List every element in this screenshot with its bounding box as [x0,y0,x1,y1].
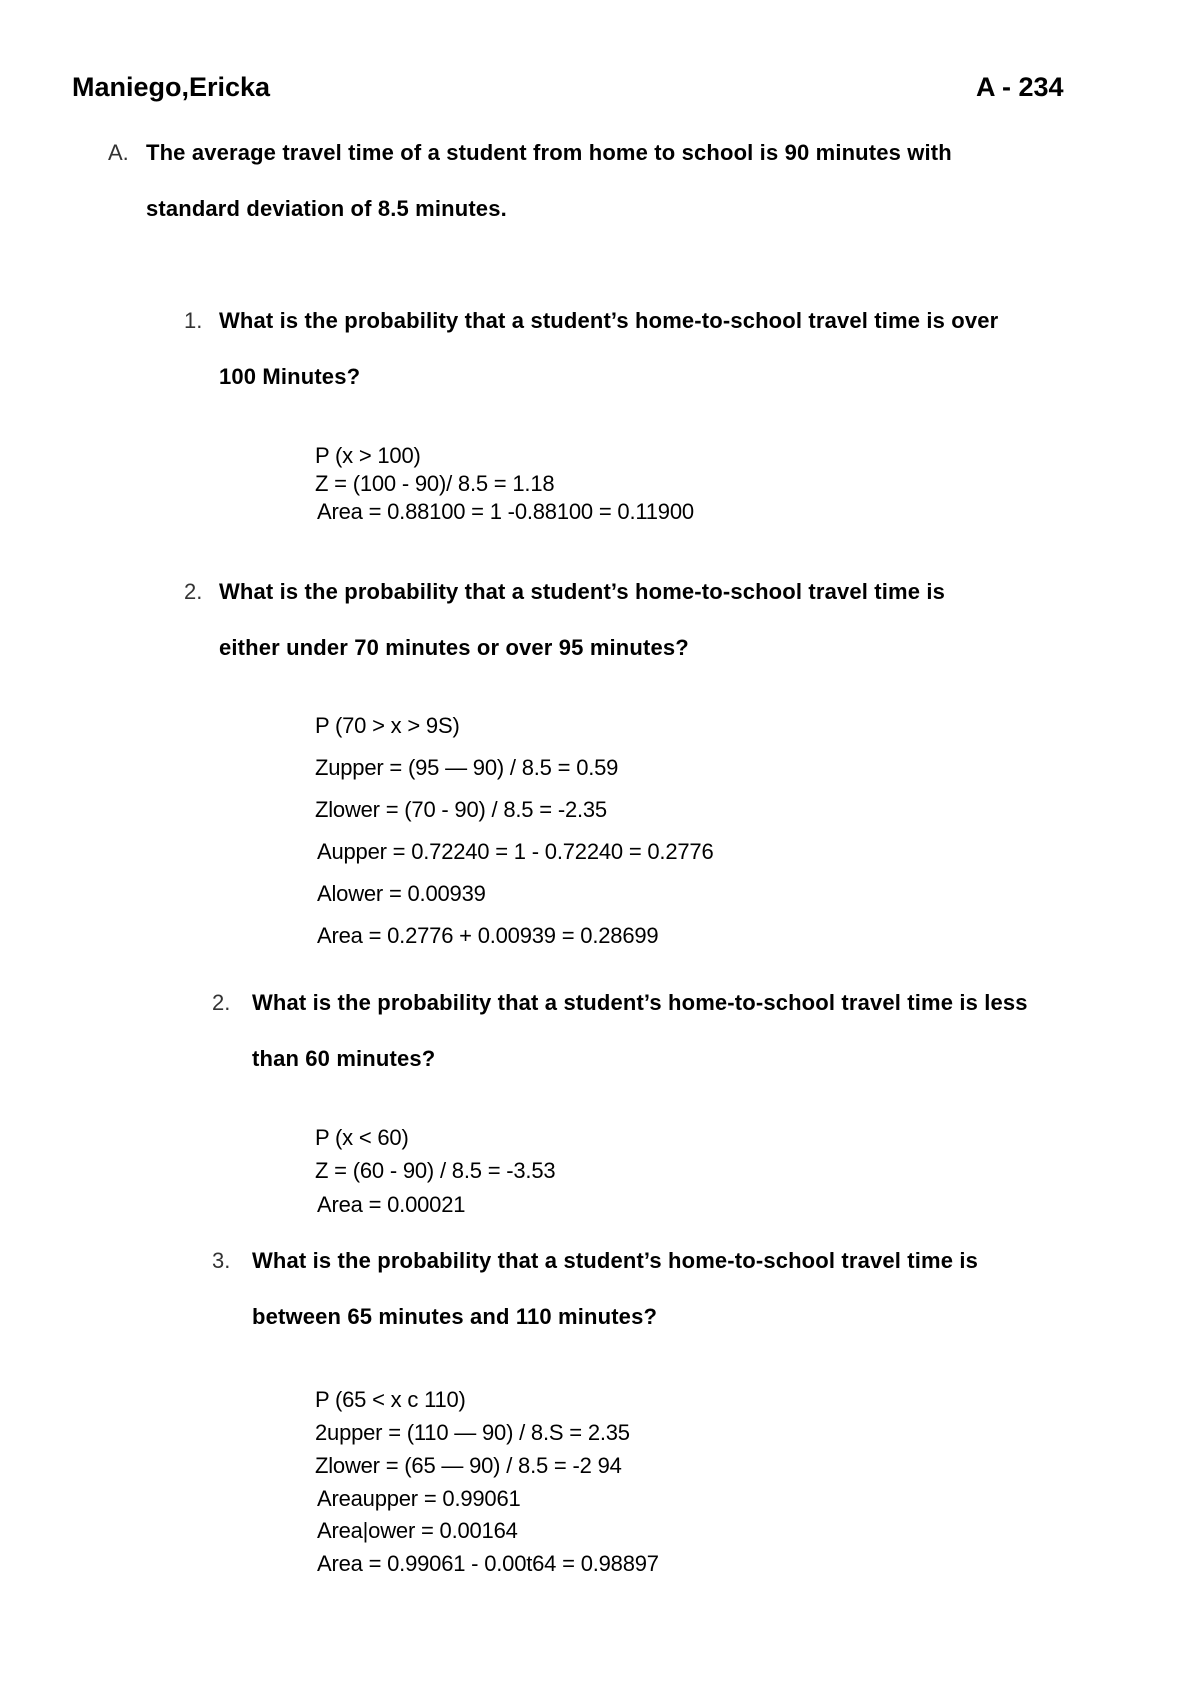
question-3-line-2: than 60 minutes? [252,1046,436,1071]
question-4-line-1: What is the probability that a student’s home-to-school travel time is [252,1248,978,1273]
question-4-work-line: Areaupper = 0.99061 [317,1486,521,1511]
question-4-work-line: Zlower = (65 — 90) / 8.5 = -2 94 [315,1453,622,1478]
question-2-work-line: Aupper = 0.72240 = 1 - 0.72240 = 0.2776 [317,839,714,864]
intro-marker: A. [108,140,129,165]
question-3-work-line: Area = 0.00021 [317,1192,466,1217]
question-2-work-line: Area = 0.2776 + 0.00939 = 0.28699 [317,923,659,948]
question-1-work-line: Area = 0.88100 = 1 -0.88100 = 0.11900 [317,499,694,524]
question-1-work-line: P (x > 100) [315,443,421,468]
question-4-work-line: Area|ower = 0.00164 [317,1518,518,1543]
intro-line-2: standard deviation of 8.5 minutes. [146,196,507,221]
question-1-marker: 1. [184,308,203,333]
question-2-work-line: Zlower = (70 - 90) / 8.5 = -2.35 [315,797,607,822]
question-4-marker: 3. [212,1248,231,1273]
question-4-work-line: P (65 < x c 110) [315,1387,466,1412]
question-2-line-1: What is the probability that a student’s home-to-school travel time is [219,579,945,604]
question-1-line-2: 100 Minutes? [219,364,361,389]
question-2-work-line: Zupper = (95 — 90) / 8.5 = 0.59 [315,755,619,780]
question-2-marker: 2. [184,579,203,604]
question-2-work-line: P (70 > x > 9S) [315,713,460,738]
question-1-work-line: Z = (100 - 90)/ 8.5 = 1.18 [315,471,555,496]
question-1-line-1: What is the probability that a student’s home-to-school travel time is over [219,308,999,333]
student-name: Maniego,Ericka [72,72,271,102]
question-3-work-line: Z = (60 - 90) / 8.5 = -3.53 [315,1158,556,1183]
question-4-line-2: between 65 minutes and 110 minutes? [252,1304,658,1329]
question-3-work-line: P (x < 60) [315,1125,409,1150]
question-2-work-line: Alower = 0.00939 [317,881,486,906]
question-4-work-line: 2upper = (110 — 90) / 8.S = 2.35 [315,1420,630,1445]
question-4-work-line: Area = 0.99061 - 0.00t64 = 0.98897 [317,1551,659,1576]
question-2-line-2: either under 70 minutes or over 95 minutes? [219,635,689,660]
intro-line-1: The average travel time of a student from home to school is 90 minutes with [146,140,952,165]
section-code: A - 234 [976,72,1064,102]
question-3-marker: 2. [212,990,231,1015]
question-3-line-1: What is the probability that a student’s home-to-school travel time is less [252,990,1028,1015]
